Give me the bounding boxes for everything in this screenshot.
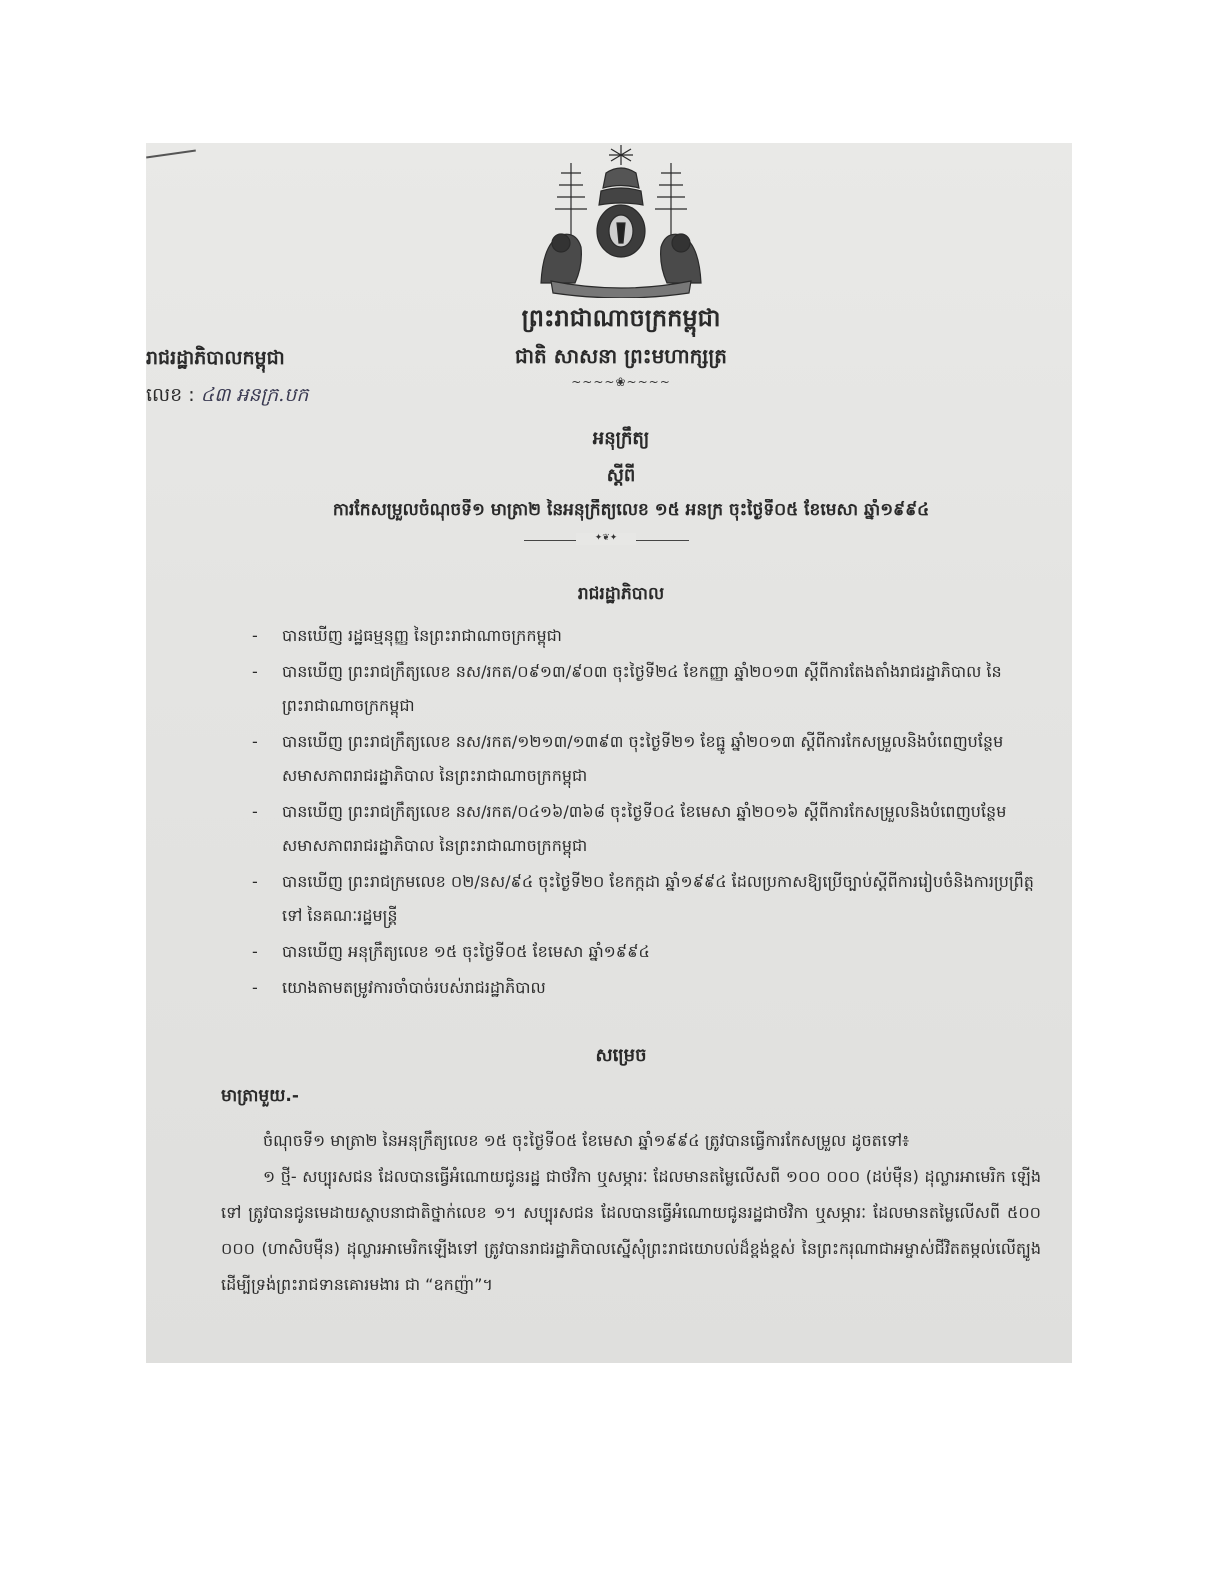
document-subject: ការកែសម្រួលចំណុចទី១ មាត្រា២ នៃអនុក្រឹត្យលេខ ១៥ អនក្រ ចុះថ្ងៃទី០៥ ខែមេសា ឆ្នាំ១៩៩៤: [332, 500, 930, 520]
document-photo: [146, 143, 1072, 1363]
article-body: [221, 1123, 1041, 1303]
article-paragraph: ចំណុចទី១ មាត្រា២ នៃអនុក្រឹត្យលេខ ១៥ ចុះថ្ងៃទី០៥ ខែមេសា ឆ្នាំ១៩៩៤ ត្រូវបានធ្វើការកែសម្រួល ដូចតទៅ៖: [263, 1131, 910, 1150]
ornament-divider: ~~~~❀~~~~: [571, 375, 671, 389]
government-name: រាជរដ្ឋាភិបាលកម្ពុជា: [146, 347, 285, 369]
divider-ornament: ✦❦✦: [576, 533, 636, 545]
list-item-text: បានឃើញ អនុក្រឹត្យលេខ ១៥ ចុះថ្ងៃទី០៥ ខែមេសា ឆ្នាំ១៩៩៤: [282, 942, 650, 961]
preamble-list: [246, 619, 1046, 1007]
list-item: - បានឃើញ ព្រះរាជក្រមលេខ ០២/នស/៩៤ ចុះថ្ងៃទី២០ ខែកក្កដា ឆ្នាំ១៩៩៤ ដែលប្រកាសឱ្យប្រើច្បាប់ស្តីពីការរៀបចំនិងការប្រព្រឹត្តទៅ នៃគណៈរដ្ឋមន្ត្រី: [252, 872, 1034, 925]
preamble-heading: រាជរដ្ឋាភិបាល: [577, 584, 665, 604]
article-title: មាត្រាមួយ.-: [221, 1086, 299, 1106]
list-item-text: បានឃើញ ព្រះរាជក្រឹត្យលេខ នស/រកត/០៤១៦/៣៦៨ ចុះថ្ងៃទី០៤ ខែមេសា ឆ្នាំ២០១៦ ស្តីពីការកែសម្រួលនិងបំពេញបន្ថែមសមាសភាពរាជរដ្ឋាភិបាល នៃព្រះរាជាណាចក្រកម្ពុជា: [282, 802, 1007, 855]
national-motto: ជាតិ សាសនា ព្រះមហាក្សត្រ: [515, 344, 727, 368]
list-item-text: បានឃើញ រដ្ឋធម្មនុញ្ញ នៃព្រះរាជាណាចក្រកម្ពុជា: [282, 626, 562, 645]
number-value: ៤៣ អនក្រ.បក: [200, 384, 309, 406]
list-item-text: យោងតាមតម្រូវការចាំបាច់របស់រាជរដ្ឋាភិបាល: [282, 978, 546, 997]
list-item: - បានឃើញ ព្រះរាជក្រឹត្យលេខ នស/រកត/០៩១៣/៩០៣ ចុះថ្ងៃទី២៤ ខែកញ្ញា ឆ្នាំ២០១៣ ស្តីពីការតែងតាំងរាជរដ្ឋាភិបាល នៃព្រះរាជាណាចក្រកម្ពុជា: [252, 662, 1002, 715]
list-item-text: បានឃើញ ព្រះរាជក្រឹត្យលេខ នស/រកត/១២១៣/១៣៩៣ ចុះថ្ងៃទី២១ ខែធ្នូ ឆ្នាំ២០១៣ ស្តីពីការកែសម្រួលនិងបំពេញបន្ថែមសមាសភាពរាជរដ្ឋាភិបាល នៃព្រះរាជាណាចក្រកម្ពុជា: [282, 732, 1004, 785]
number-label: លេខ :: [146, 384, 195, 406]
decision-heading: សម្រេច: [595, 1045, 647, 1066]
list-item: - យោងតាមតម្រូវការចាំបាច់របស់រាជរដ្ឋាភិបាល: [252, 978, 546, 997]
document-number: [146, 383, 426, 411]
list-item: - បានឃើញ ព្រះរាជក្រឹត្យលេខ នស/រកត/១២១៣/១៣៩៣ ចុះថ្ងៃទី២១ ខែធ្នូ ឆ្នាំ២០១៣ ស្តីពីការកែសម្រួលនិងបំពេញបន្ថែមសមាសភាពរាជរដ្ឋាភិបាល នៃព្រះរាជាណាចក្រកម្ពុជា: [252, 732, 1004, 785]
list-item: - បានឃើញ ព្រះរាជក្រឹត្យលេខ នស/រកត/០៤១៦/៣៦៨ ចុះថ្ងៃទី០៤ ខែមេសា ឆ្នាំ២០១៦ ស្តីពីការកែសម្រួលនិងបំពេញបន្ថែមសមាសភាពរាជរដ្ឋាភិបាល នៃព្រះរាជាណាចក្រកម្ពុជា: [252, 802, 1007, 855]
list-item: - បានឃើញ អនុក្រឹត្យលេខ ១៥ ចុះថ្ងៃទី០៥ ខែមេសា ឆ្នាំ១៩៩៤: [252, 942, 650, 961]
royal-crest-icon: [531, 143, 711, 298]
edge-mark: [146, 150, 196, 159]
list-item-text: បានឃើញ ព្រះរាជក្រឹត្យលេខ នស/រកត/០៩១៣/៩០៣ ចុះថ្ងៃទី២៤ ខែកញ្ញា ឆ្នាំ២០១៣ ស្តីពីការតែងតាំងរាជរដ្ឋាភិបាល នៃព្រះរាជាណាចក្រកម្ពុជា: [282, 662, 1002, 715]
list-item-text: បានឃើញ ព្រះរាជក្រមលេខ ០២/នស/៩៤ ចុះថ្ងៃទី២០ ខែកក្កដា ឆ្នាំ១៩៩៤ ដែលប្រកាសឱ្យប្រើច្បាប់ស្តីពីការរៀបចំនិងការប្រព្រឹត្តទៅ នៃគណៈរដ្ឋមន្ត្រី: [282, 872, 1034, 925]
list-item: - បានឃើញ រដ្ឋធម្មនុញ្ញ នៃព្រះរាជាណាចក្រកម្ពុជា: [252, 626, 562, 645]
article-paragraph: ១ ថ្មី- សប្បុរសជន ដែលបានធ្វើអំណោយជូនរដ្ឋ ជាថវិកា ឬសម្ភារៈ ដែលមានតម្លៃលើសពី ១០០ ០០០ (ដប់ម៉ឺន) ដុល្លារអាមេរិក ឡើងទៅ ត្រូវបានជូនមេដាយស្ថាបនាជាតិថ្នាក់លេខ ១។ សប្បុរសជន ដែលបានធ្វើអំណោយជូនរដ្ឋជាថវិកា ឬសម្ភារៈ ដែលមានតម្លៃលើសពី ៥០០ ០០០ (ហាសិបម៉ឺន) ដុល្លារអាមេរិកឡើងទៅ ត្រូវបានរាជរដ្ឋាភិបាលស្នើសុំព្រះរាជយោបល់ដ៏ខ្ពង់ខ្ពស់ នៃព្រះករុណាជាអម្ចាស់ជីវិតតម្កល់លើត្បូង ដើម្បីទ្រង់ព្រះរាជទានគោរមងារ ជា “ឧកញ៉ា”។: [221, 1167, 1041, 1294]
document-type: អនុក្រឹត្យ: [592, 428, 650, 449]
kingdom-title: ព្រះរាជាណាចក្រកម្ពុជា: [521, 304, 721, 332]
about-label: ស្តីពី: [606, 465, 636, 486]
